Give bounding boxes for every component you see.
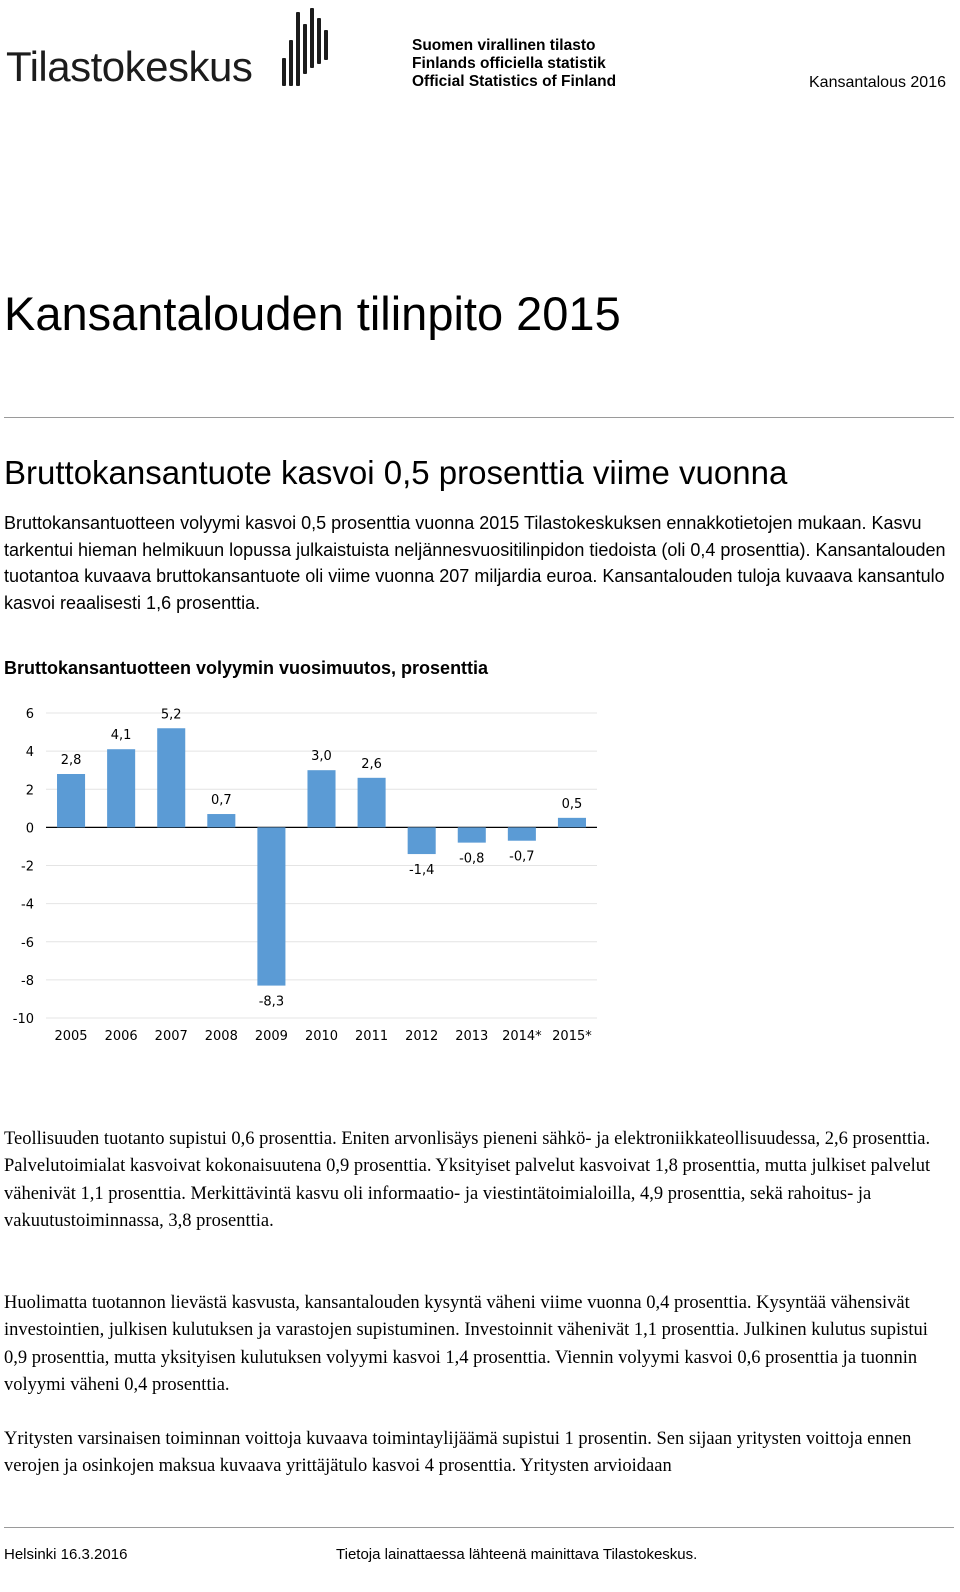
footer-divider — [4, 1527, 954, 1528]
bar-2015* — [558, 818, 586, 828]
bar-2013 — [458, 827, 486, 842]
official-line-en: Official Statistics of Finland — [412, 73, 617, 90]
x-tick-label: 2005 — [54, 1029, 88, 1044]
value-label-2010: 3,0 — [311, 749, 332, 765]
page-title: Kansantalouden tilinpito 2015 — [4, 287, 621, 340]
value-label-2015*: 0,5 — [561, 796, 583, 812]
bar-2005 — [57, 774, 85, 827]
x-tick-label: 2008 — [204, 1029, 238, 1044]
x-tick-label: 2011 — [355, 1029, 389, 1044]
official-statistics-block — [412, 37, 616, 91]
y-tick-label: 2 — [25, 783, 34, 799]
x-tick-label: 2006 — [104, 1029, 138, 1044]
footer-source-note: Tietoja lainattaessa lähteenä mainittava Tilastokeskus. — [336, 1546, 698, 1563]
value-label-2013: -0,8 — [459, 851, 485, 867]
value-label-2008: 0,7 — [210, 793, 232, 809]
profits-paragraph: Yritysten varsinaisen toiminnan voittoja kuvaava toimintaylijäämä supistui 1 prosentin. Sen sijaan yritysten voittoja ennen verojen ja osinkojen maksua kuvaava yrittäjätulo kasvoi 4 prosenttia. Yritysten arvioidaan — [4, 1429, 912, 1477]
y-tick-label: 6 — [25, 707, 34, 722]
x-tick-label: 2012 — [405, 1029, 439, 1044]
official-line-fi: Suomen virallinen tilasto — [412, 37, 596, 54]
value-label-2005: 2,8 — [60, 753, 82, 768]
demand-paragraph: Huolimatta tuotannon lievästä kasvusta, kansantalouden kysyntä väheni viime vuonna 0,4 prosenttia. Kysyntää vähensivät investointien, julkisen kulutuksen ja varastojen supistuminen. Investoinnit vähenivät 1,1 prosenttia. Julkinen kulutus supistui 0,9 prosenttia, mutta yksityisen kulutuksen volyymi kasvoi 1,4 prosenttia. Viennin volyymi kasvoi 0,6 prosenttia ja tuonnin volyymi väheni 0,4 prosenttia. — [4, 1293, 928, 1395]
intro-paragraph: Bruttokansantuotteen volyymi kasvoi 0,5 prosenttia vuonna 2015 Tilastokeskuksen ennakkotietojen mukaan. Kasvu tarkentui hieman helmikuun lopussa julkaistuista neljännesvuositilinpidon tiedoista (oli 0,4 prosenttia). Kansantalouden tuotantoa kuvaava bruttokansantuote oli viime vuonna 207 miljardia euroa. Kansantalouden tuloja kuvaava kansantulo kasvoi reaalisesti 1,6 prosenttia. — [4, 513, 946, 613]
gdp-volume-bar-chart — [0, 700, 620, 1052]
bar-2009 — [257, 827, 285, 985]
y-tick-label: -10 — [12, 1012, 34, 1027]
x-tick-label: 2007 — [154, 1029, 188, 1044]
y-tick-label: -2 — [21, 859, 34, 875]
x-tick-label: 2009 — [254, 1029, 288, 1044]
footer-date: Helsinki 16.3.2016 — [4, 1546, 128, 1563]
tilastokeskus-logo-text: Tilastokeskus — [6, 43, 253, 90]
bar-2012 — [408, 827, 436, 854]
y-tick-label: -4 — [21, 897, 34, 913]
bar-2007 — [157, 728, 185, 827]
chart-title: Bruttokansantuotteen volyymin vuosimuutos, prosenttia — [4, 658, 489, 678]
x-tick-label: 2010 — [304, 1029, 339, 1044]
bar-2014* — [508, 827, 536, 840]
publication-name: Kansantalous 2016 — [809, 74, 946, 91]
bar-2010 — [307, 770, 335, 827]
bar-2008 — [207, 814, 235, 827]
y-tick-label: 0 — [25, 821, 34, 837]
industry-paragraph: Teollisuuden tuotanto supistui 0,6 prosenttia. Eniten arvonlisäys pieneni sähkö- ja elektroniikkateollisuudessa, 2,6 prosenttia. Palvelutoimialat kasvoivat kokonaisuutena 0,9 prosenttia. Yksityiset palvelut kasvoivat 1,8 prosenttia, mutta julkiset palvelut vähenivät 1,1 prosenttia. Merkittävintä kasvu oli informaatio- ja viestintätoimialoilla, 4,9 prosenttia, sekä rahoitus- ja vakuutustoiminnassa, 3,8 prosenttia. — [4, 1129, 931, 1231]
y-tick-label: 4 — [25, 745, 34, 761]
official-line-sv: Finlands officiella statistik — [412, 55, 606, 72]
section-heading: Bruttokansantuote kasvoi 0,5 prosenttia viime vuonna — [4, 454, 788, 491]
x-tick-label: 2013 — [455, 1029, 489, 1044]
y-tick-label: -6 — [21, 935, 34, 951]
x-tick-label: 2014* — [502, 1029, 542, 1044]
bar-2006 — [107, 749, 135, 827]
title-divider — [4, 417, 954, 418]
value-label-2006: 4,1 — [110, 728, 132, 744]
x-tick-label: 2015* — [552, 1029, 592, 1044]
bar-2011 — [358, 778, 386, 828]
value-label-2014*: -0,7 — [509, 849, 535, 865]
y-tick-label: -8 — [21, 973, 34, 989]
value-label-2011: 2,6 — [361, 756, 382, 772]
value-label-2007: 5,2 — [160, 707, 182, 723]
value-label-2009: -8,3 — [258, 994, 285, 1010]
value-label-2012: -1,4 — [408, 863, 435, 879]
tilastokeskus-logo-bars-icon — [282, 6, 338, 88]
